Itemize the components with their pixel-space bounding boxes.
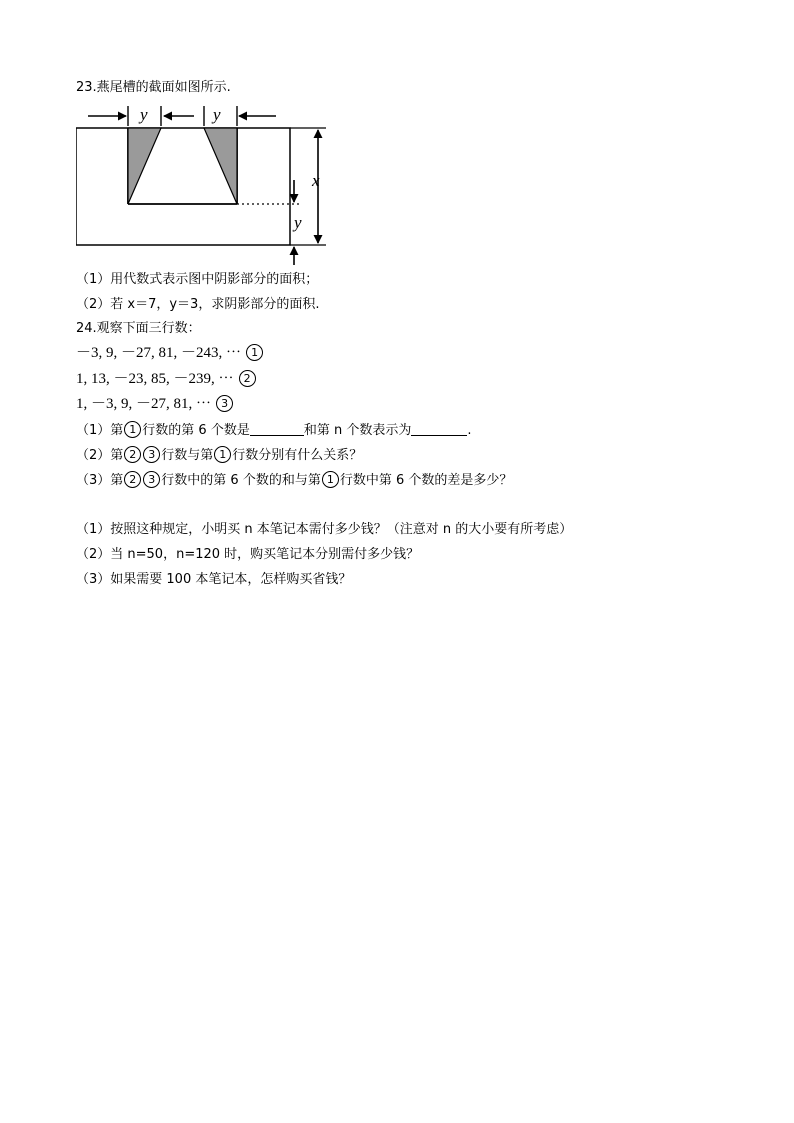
dovetail-figure bbox=[76, 100, 346, 270]
shaded-triangle-right bbox=[204, 128, 237, 204]
text: 行数中第 6 个数的差是多少？ bbox=[339, 473, 513, 488]
text: （1）第 bbox=[76, 423, 124, 438]
text: （3）第 bbox=[76, 473, 124, 488]
row1-sequence: －3, 9, －27, 81, －243, ⋯ bbox=[76, 345, 242, 361]
q24-row3 bbox=[76, 395, 234, 414]
outer-rectangle bbox=[76, 128, 290, 245]
text: 行数与第 bbox=[161, 448, 214, 463]
circled-number-1: 1 bbox=[124, 421, 141, 438]
shaded-triangle-left bbox=[128, 128, 161, 204]
answer-blank[interactable] bbox=[411, 422, 467, 436]
circled-number-1: 1 bbox=[322, 471, 339, 488]
q25-part1: （1）按照这种规定，小明买 n 本笔记本需付多少钱？（注意对 n 的大小要有所考虑） bbox=[76, 522, 573, 537]
text: （2）第 bbox=[76, 448, 124, 463]
text: 行数分别有什么关系？ bbox=[232, 448, 363, 463]
text: 行数的第 6 个数是 bbox=[142, 423, 250, 438]
circled-number-2: 2 bbox=[124, 446, 141, 463]
circled-number-1: 1 bbox=[214, 446, 231, 463]
q24-part2 bbox=[76, 446, 362, 465]
label-y-top-right: y bbox=[213, 105, 221, 124]
q24-row2 bbox=[76, 370, 257, 389]
circled-number-3: 3 bbox=[143, 446, 160, 463]
circled-number-2: 2 bbox=[239, 370, 256, 387]
q25-part3: （3）如果需要 100 本笔记本，怎样购买省钱？ bbox=[76, 572, 352, 587]
row3-sequence: 1, －3, 9, －27, 81, ⋯ bbox=[76, 396, 212, 412]
q24-row1 bbox=[76, 344, 264, 363]
circled-number-2: 2 bbox=[124, 471, 141, 488]
row2-sequence: 1, 13, －23, 85, －239, ⋯ bbox=[76, 371, 234, 387]
text: 和第 n 个数表示为 bbox=[303, 423, 412, 438]
q23-part2: （2）若 x＝7，y＝3，求阴影部分的面积. bbox=[76, 297, 320, 312]
label-x: x bbox=[312, 171, 320, 190]
q24-part1 bbox=[76, 421, 471, 440]
answer-blank[interactable] bbox=[250, 422, 304, 436]
q24-part3 bbox=[76, 471, 512, 490]
circled-number-3: 3 bbox=[143, 471, 160, 488]
label-y-side: y bbox=[294, 213, 302, 232]
q24-title: 24.观察下面三行数： bbox=[76, 321, 201, 336]
q23-title: 23.燕尾槽的截面如图所示. bbox=[76, 80, 231, 95]
label-y-top-left: y bbox=[140, 105, 148, 124]
circled-number-1: 1 bbox=[246, 344, 263, 361]
q25-part2: （2）当 n=50，n=120 时，购买笔记本分别需付多少钱？ bbox=[76, 547, 420, 562]
q23-part1: （1）用代数式表示图中阴影部分的面积； bbox=[76, 272, 319, 287]
text: 行数中的第 6 个数的和与第 bbox=[161, 473, 321, 488]
text: . bbox=[467, 423, 472, 438]
circled-number-3: 3 bbox=[216, 395, 233, 412]
